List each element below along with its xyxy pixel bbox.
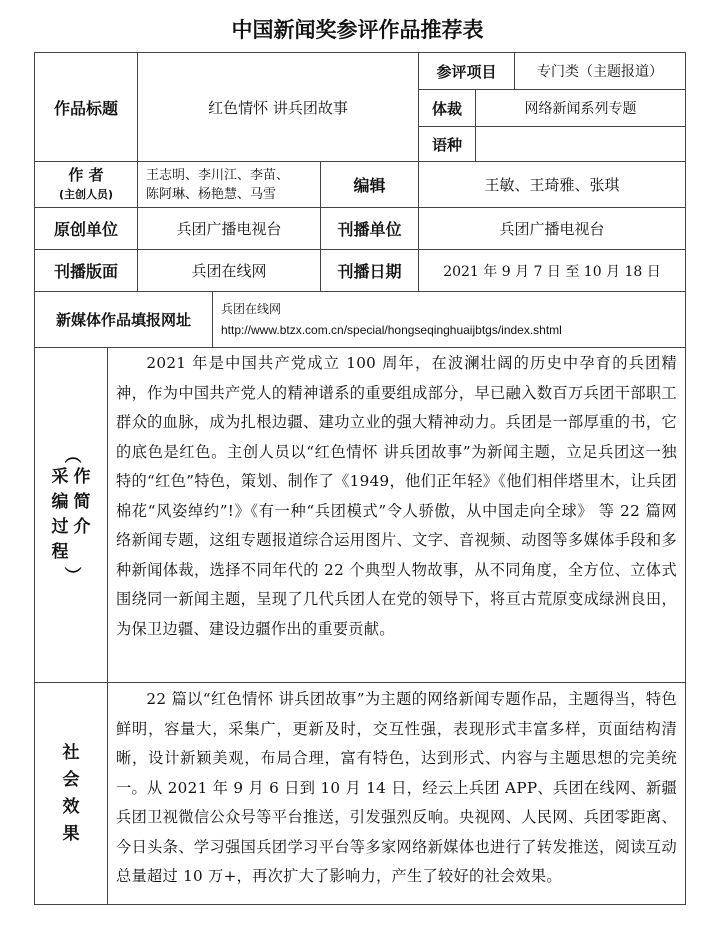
work-title-value: 红色情怀 讲兵团故事 — [208, 98, 348, 117]
author-label-text: 作 者 — [68, 165, 104, 184]
genre-label: 体裁 — [431, 99, 462, 118]
editors-value: 王敏、王琦雅、张琪 — [484, 176, 620, 194]
url-value — [213, 292, 685, 347]
language-value — [476, 127, 685, 161]
language-label: 语种 — [431, 135, 462, 154]
genre-value: 网络新闻系列专题 — [524, 101, 637, 117]
publish-section-value: 兵团在线网 — [191, 262, 267, 280]
publish-unit-value: 兵团广播电视台 — [499, 220, 605, 238]
work-title-label: 作品标题 — [53, 98, 118, 118]
effect-label — [35, 683, 107, 904]
authors-line-2: 陈阿琳、杨艳慧、马雪 — [146, 186, 277, 202]
authors-line-1: 王志明、李川江、李苗、 — [146, 167, 290, 183]
publish-section-label: 刊播版面 — [53, 262, 118, 281]
author-label-sub: (主创人员) — [58, 187, 114, 201]
url-label: 新媒体作品填报网址 — [55, 311, 191, 329]
process-open-paren: （ — [61, 446, 81, 464]
editor-label: 编辑 — [353, 176, 386, 195]
process-label-col-2: 作简介 — [73, 467, 91, 537]
process-label — [35, 348, 107, 682]
process-label-columns — [50, 465, 92, 565]
url-link[interactable]: http://www.btzx.com.cn/special/hongseqinghuaijbtgs/index.shtml — [221, 322, 562, 337]
publish-date-value: 2021 年 9 月 7 日 至 10 月 18 日 — [443, 263, 661, 280]
process-text: 2021 年是中国共产党成立 100 周年，在波澜壮阔的历史中孕育的兵团精神，作为中国共产党人的精神谱系的重要组成部分，早已融入数百万兵团干部职工群众的血脉，成为扎根边疆、建功立业的强大精神动力。兵团是一部厚重的书，它的底色是红色。主创人员以“红色情怀 讲兵团故事”为新闻主题，立足兵团这一独特的“红色”特色，策划、制作了《1949，他们正年轻》《他们相伴塔里木，让兵团棉花“风姿绰约”!》《有一种“兵团模式”令人骄傲，从中国走向全球》 等 22 篇网络新闻专题，这组专题报道综合运用图片、文字、音视频、动图等多媒体手段和多种新闻体裁，选择不同年代的 22 个典型人物故事，从不同角度，全方位、立体式围绕同一新闻主题，呈现了几代兵团人在党的领导下，将亘古荒原变成绿洲良田，为保卫边疆、建设边疆作出的重要贡献。 — [116, 354, 677, 638]
category-value: 专门类（主题报道） — [537, 64, 663, 80]
effect-text: 22 篇以“红色情怀 讲兵团故事”为主题的网络新闻专题作品，主题得当，特色鲜明，容量大，采集广，更新及时，交互性强，表现形式丰富多样，页面结构清晰，设计新颖美观，布局合理，富有特色，达到形式、内容与主题思想的完美统一。从 2021 年 9 月 6 日到 10 月 14 日，经云上兵团 APP、兵团在线网、新疆兵团卫视微信公众号等平台推送，引发强烈反响。央视网、人民网、兵团零距离、今日头条、学习强国兵团学习平台等多家网络新媒体也进行了转发推送，阅读互动总量超过 10 万+，再次扩大了影响力，产生了较好的社会效果。 — [116, 690, 677, 885]
page-title: 中国新闻奖参评作品推荐表 — [231, 18, 484, 42]
publish-unit-label: 刊播单位 — [337, 220, 402, 239]
original-unit-value: 兵团广播电视台 — [176, 220, 282, 238]
publish-date-label: 刊播日期 — [337, 262, 402, 281]
original-unit-label: 原创单位 — [53, 220, 118, 239]
url-site: 兵团在线网 — [221, 301, 282, 316]
effect-label-text: 社会效果 — [62, 742, 80, 844]
authors-value — [138, 162, 320, 207]
process-close-paren: ） — [61, 566, 81, 584]
process-label-col-1: 采编过程 — [51, 467, 69, 562]
category-label: 参评项目 — [436, 62, 497, 81]
author-label — [35, 162, 137, 207]
